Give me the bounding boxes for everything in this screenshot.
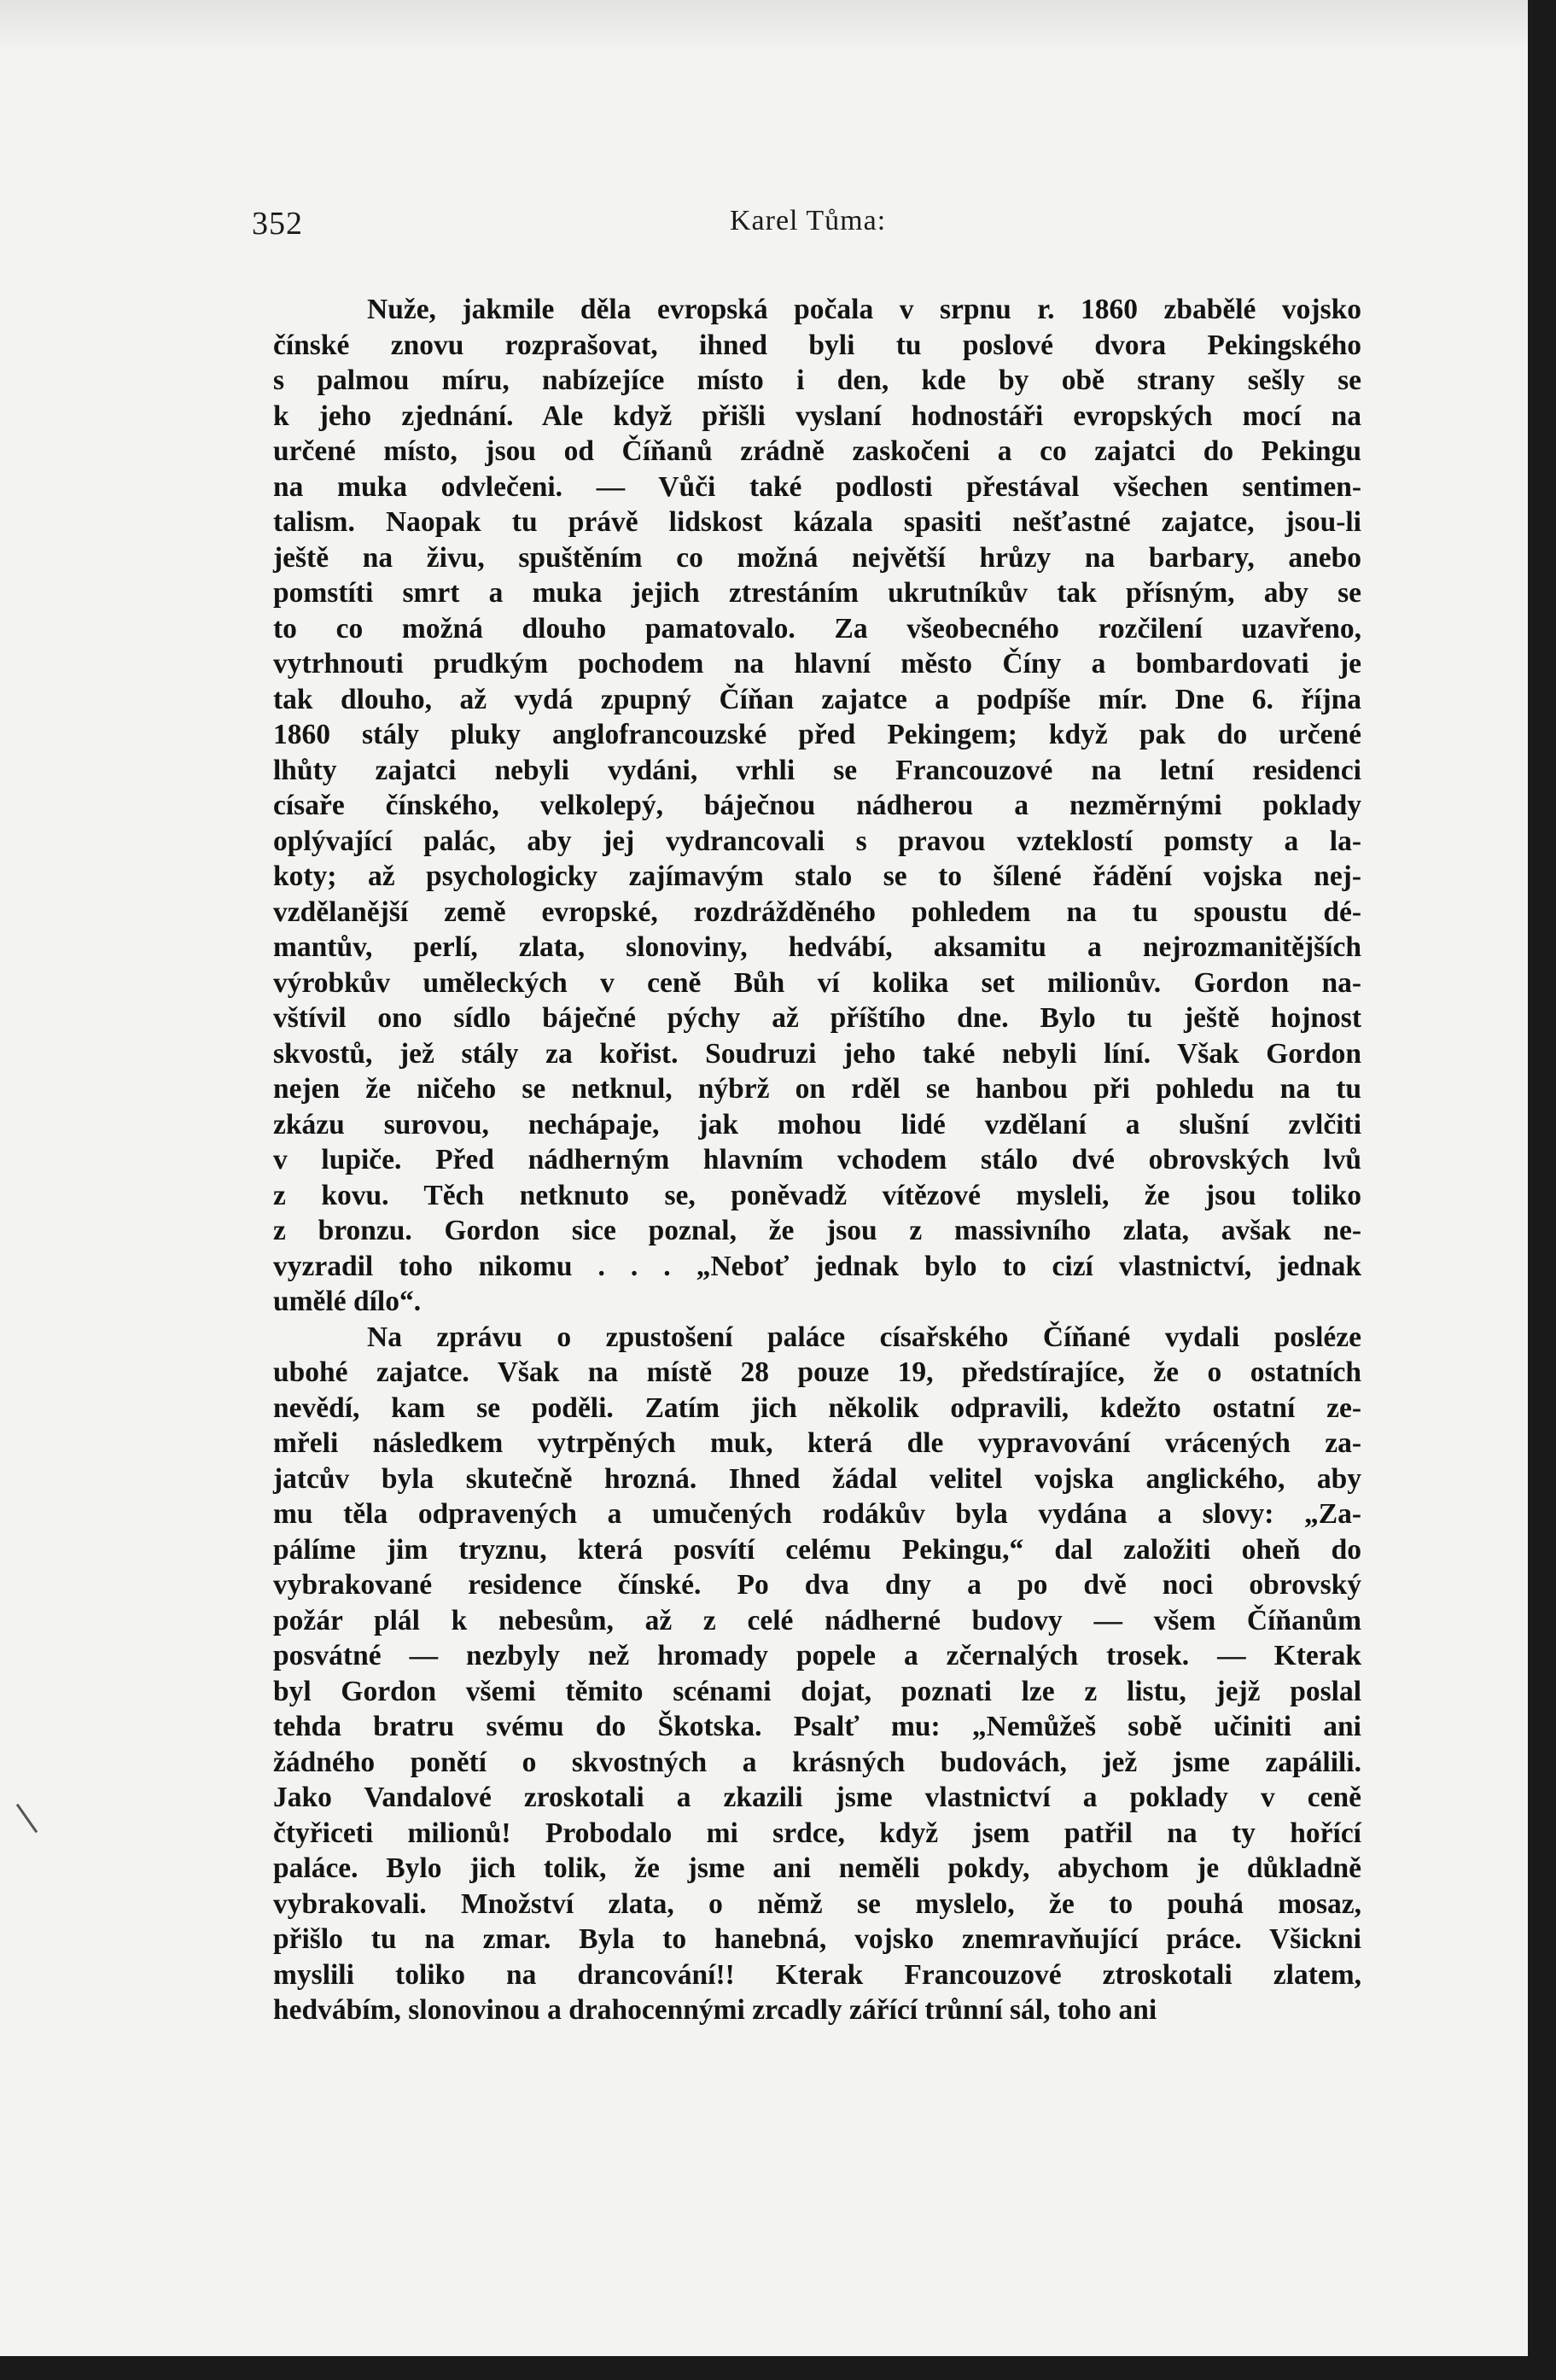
text-line: Na zprávu o zpustošení paláce císařského Číňané vydali posléze — [367, 1321, 1361, 1353]
text-line: talism. Naopak tu právě lidskost kázala spasiti nešťastné zajatce, jsou-li — [273, 506, 1361, 538]
paragraph — [273, 292, 1361, 1320]
text-line: vybrakované residence čínské. Po dva dny a po dvě noci obrovský — [273, 1569, 1361, 1601]
text-line: ještě na živu, spuštěním co možná největší hrůzy na barbary, anebo — [273, 541, 1361, 574]
text-line: mu těla odpravených a umučených rodákův byla vydána a slovy: „Za- — [273, 1498, 1361, 1530]
text-line: vzdělanější země evropské, rozdrážděného pohledem na tu spoustu dé- — [273, 895, 1361, 928]
text-line: s palmou míru, nabízejíce místo i den, kde by obě strany sešly se — [273, 365, 1361, 396]
text-line: čtyřiceti milionů! Probodalo mi srdce, když jsem patřil na ty hořící — [273, 1817, 1361, 1849]
text-line: v lupiče. Před nádherným hlavním vchodem stálo dvé obrovských lvů — [273, 1144, 1361, 1175]
text-line: čínské znovu rozprašovat, ihned byli tu poslové dvora Pekingského — [273, 329, 1361, 361]
text-line: byl Gordon všemi těmito scénami dojat, poznati lze z listu, jejž poslal — [273, 1675, 1361, 1707]
text-line: umělé dílo“. — [273, 1286, 422, 1317]
text-line: zkázu surovou, nechápaje, jak mohou lidé vzdělaní a slušní zvlčiti — [273, 1108, 1361, 1140]
text-line: to co možná dlouho pamatovalo. Za všeobecného rozčilení uzavřeno, — [273, 612, 1361, 645]
text-line: žádného ponětí o skvostných a krásných budovách, jež jsme zapálili. — [273, 1746, 1361, 1778]
text-line: vyzradil toho nikomu . . . „Neboť jednak bylo to cizí vlastnictví, jednak — [273, 1250, 1361, 1282]
running-head — [252, 205, 1361, 248]
text-line: Nuže, jakmile děla evropská počala v srpnu r. 1860 zbabělé vojsko — [367, 294, 1361, 325]
text-line: mřeli následkem vytrpěných muk, která dle vypravování vrácených za- — [273, 1427, 1361, 1459]
text-line: 1860 stály pluky anglofrancouzské před Pekingem; když pak do určené — [273, 719, 1361, 750]
text-line: z kovu. Těch netknuto se, poněvadž vítězové mysleli, že jsou toliko — [273, 1179, 1361, 1211]
text-line: mantův, perlí, zlata, slonoviny, hedvábí, aksamitu a nejrozmanitějších — [273, 931, 1361, 963]
text-line: pomstíti smrt a muka jejich ztrestáním ukrutníkův tak přísným, aby se — [273, 577, 1361, 609]
text-line: pálíme jim tryznu, která posvítí celému Pekingu,“ dal založiti oheň do — [273, 1533, 1361, 1566]
text-line: vytrhnouti prudkým pochodem na hlavní město Číny a bombardovati je — [273, 648, 1361, 680]
text-line: koty; až psychologicky zajímavým stalo se to šílené řádění vojska nej- — [273, 860, 1361, 892]
text-line: Jako Vandalové zroskotali a zkazili jsme vlastnictví a poklady v ceně — [273, 1782, 1361, 1813]
running-author: Karel Tůma: — [730, 205, 887, 236]
text-line: nevědí, kam se poděli. Zatím jich několik odpravili, kdežto ostatní ze- — [273, 1391, 1361, 1424]
text-line: myslili toliko na drancování!! Kterak Francouzové ztroskotali zlatem, — [273, 1958, 1361, 1991]
text-line: vštívil ono sídlo báječné pýchy až příštího dne. Bylo tu ještě hojnost — [273, 1002, 1361, 1034]
text-line: požár plál k nebesům, až z celé nádherné budovy — všem Číňanům — [273, 1604, 1361, 1636]
text-line: vybrakovali. Množství zlata, o němž se myslelo, že to pouhá mosaz, — [273, 1887, 1361, 1920]
text-line: výrobkův uměleckých v ceně Bůh ví kolika set milionův. Gordon na- — [273, 966, 1361, 999]
body-text — [273, 292, 1361, 2028]
text-line: určené místo, jsou od Číňanů zrádně zaskočeni a co zajatci do Pekingu — [273, 435, 1361, 467]
text-line: oplývající palác, aby jej vydrancovali s pravou vzteklostí pomsty a la- — [273, 825, 1361, 857]
text-line: jatcův byla skutečně hrozná. Ihned žádal velitel vojska anglického, aby — [273, 1462, 1361, 1495]
text-line: hedvábím, slonovinou a drahocennými zrcadly zářící trůnní sál, toho ani — [273, 1994, 1157, 2026]
text-line: k jeho zjednání. Ale když přišli vyslaní hodnostáři evropských mocí na — [273, 400, 1361, 432]
scan-mark — [16, 1804, 38, 1833]
text-line: skvostů, jež stály za kořist. Soudruzi jeho také nebyli líní. Však Gordon — [273, 1037, 1361, 1070]
text-line: tak dlouho, až vydá zpupný Číňan zajatce a podpíše mír. Dne 6. října — [273, 683, 1361, 715]
text-line: lhůty zajatci nebyli vydáni, vrhli se Francouzové na letní residenci — [273, 754, 1361, 786]
paragraph — [273, 1320, 1361, 2028]
text-line: na muka odvlečeni. — Vůči také podlosti přestával všechen sentimen- — [273, 470, 1361, 503]
text-line: tehda bratru svému do Škotska. Psalť mu: „Nemůžeš sobě učiniti ani — [273, 1711, 1361, 1742]
text-line: z bronzu. Gordon sice poznal, že jsou z massivního zlata, avšak ne- — [273, 1215, 1361, 1246]
text-line: nejen že ničeho se netknul, nýbrž on rděl se hanbou při pohledu na tu — [273, 1073, 1361, 1105]
text-line: paláce. Bylo jich tolik, že jsme ani neměli pokdy, abychom je důkladně — [273, 1852, 1361, 1884]
page-edge-shade — [0, 0, 1528, 51]
text-line: posvátné — nezbyly než hromady popele a zčernalých trosek. — Kterak — [273, 1640, 1361, 1671]
text-line: císaře čínského, velkolepý, báječnou nádherou a nezměrnými poklady — [273, 790, 1361, 821]
page-number: 352 — [252, 206, 303, 242]
text-line: přišlo tu na zmar. Byla to hanebná, vojsko znemravňující práce. Všickni — [273, 1923, 1361, 1955]
text-line: ubohé zajatce. Však na místě 28 pouze 19, předstírajíce, že o ostatních — [273, 1356, 1361, 1388]
